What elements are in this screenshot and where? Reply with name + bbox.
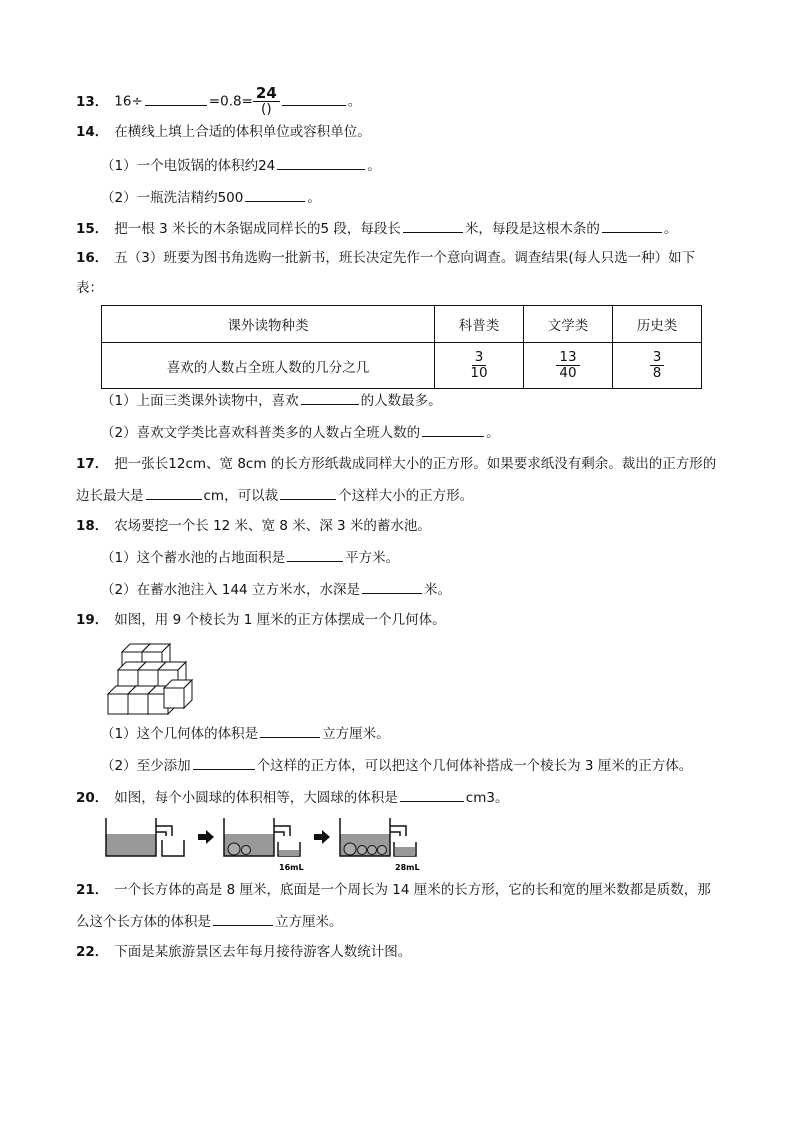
q19: 19． 如图，用 9 个棱长为 1 厘米的正方体摆成一个几何体。: [76, 612, 446, 628]
q18-sub2: （2）在蓄水池注入 144 立方米水，水深是 米。: [101, 579, 451, 600]
table-cell: $\frac{3}{10}$: [435, 343, 524, 389]
tank-1: [106, 818, 184, 856]
table-header: 历史类: [613, 306, 702, 343]
q18-sub1: （1）这个蓄水池的占地面积是 平方米。: [101, 547, 399, 568]
arrow-right-icon: [198, 830, 214, 844]
q16-sub2: （2）喜欢文学类比喜欢科普类多的人数占全班人数的 。: [101, 422, 500, 443]
table-cell: $\frac{3}{8}$: [613, 343, 702, 389]
q22: 22． 下面是某旅游景区去年每月接待游客人数统计图。: [76, 944, 412, 960]
q21-line2: 么这个长方体的体积是 立方厘米。: [76, 911, 343, 932]
table-row-label: 喜欢的人数占全班人数的几分之几: [102, 343, 435, 389]
q16-sub1: （1）上面三类课外读物中，喜欢 的人数最多。: [101, 390, 442, 411]
q14-blank-1[interactable]: [277, 155, 365, 170]
table-header: 科普类: [435, 306, 524, 343]
label-28ml: 28mL: [395, 863, 420, 872]
q14-blank-2[interactable]: [245, 187, 305, 202]
water-displacement-figure: [102, 812, 432, 874]
q19-sub2: （2）至少添加 个这样的正方体，可以把这个几何体补搭成一个棱长为 3 厘米的正方体。: [101, 755, 692, 776]
q17: 17． 把一张长12cm、宽 8cm 的长方形纸裁成同样大小的正方形。如果要求纸没有剩余。裁出的正方形的: [76, 456, 717, 472]
q17-blank-2[interactable]: [280, 485, 336, 500]
q16-line2: 表：: [76, 280, 103, 296]
cube-stack-figure: [104, 640, 194, 720]
q13: 13． 16÷ =0.8= $\frac{24}{()}$ 。: [76, 84, 362, 117]
q15: 15． 把一根 3 米长的木条锯成同样长的5 段，每段长 米，每段是这根木条的 。: [76, 218, 677, 239]
q14-sub1: （1）一个电饭锅的体积约24 。: [101, 155, 381, 176]
q14-sub2: （2）一瓶洗洁精约500 。: [101, 187, 321, 208]
q13-blank-2[interactable]: [282, 91, 346, 106]
tank-3: [340, 818, 416, 856]
q19-blank-1[interactable]: [260, 723, 320, 738]
table-header: 课外读物种类: [102, 306, 435, 343]
q17-line2: 边长最大是 cm，可以裁 个这样大小的正方形。: [76, 485, 473, 506]
label-16ml: 16mL: [279, 863, 304, 872]
table-header: 文学类: [524, 306, 613, 343]
q18-blank-2[interactable]: [362, 579, 422, 594]
q14: 14． 在横线上填上合适的体积单位或容积单位。: [76, 124, 371, 140]
q19-blank-2[interactable]: [193, 755, 255, 770]
q21-blank[interactable]: [213, 911, 273, 926]
q20: 20． 如图，每个小圆球的体积相等，大圆球的体积是 cm3。: [76, 787, 508, 808]
q15-blank-2[interactable]: [602, 218, 662, 233]
q17-blank-1[interactable]: [146, 485, 202, 500]
survey-table: [101, 305, 702, 389]
q16-blank-1[interactable]: [301, 390, 359, 405]
q18: 18． 农场要挖一个长 12 米、宽 8 米、深 3 米的蓄水池。: [76, 518, 431, 534]
table-header-row: [102, 306, 702, 343]
q13-number: 13．: [76, 93, 109, 110]
q13-fraction: $\frac{24}{()}$: [253, 86, 280, 117]
table-row: [102, 343, 702, 389]
arrow-right-icon: [314, 830, 330, 844]
q13-blank-1[interactable]: [145, 91, 207, 106]
q19-sub1: （1）这个几何体的体积是 立方厘米。: [101, 723, 390, 744]
tank-2: [224, 818, 300, 856]
table-cell: $\frac{13}{40}$: [524, 343, 613, 389]
q16-blank-2[interactable]: [422, 422, 484, 437]
q18-blank-1[interactable]: [287, 547, 343, 562]
q16: 16． 五（3）班要为图书角选购一批新书，班长决定先作一个意向调查。调查结果(每人只选一种）如下: [76, 250, 696, 266]
q15-blank-1[interactable]: [403, 218, 463, 233]
q20-blank[interactable]: [400, 787, 464, 802]
q21: 21． 一个长方体的高是 8 厘米，底面是一个周长为 14 厘米的长方形，它的长和宽的厘米数都是质数，那: [76, 882, 711, 898]
